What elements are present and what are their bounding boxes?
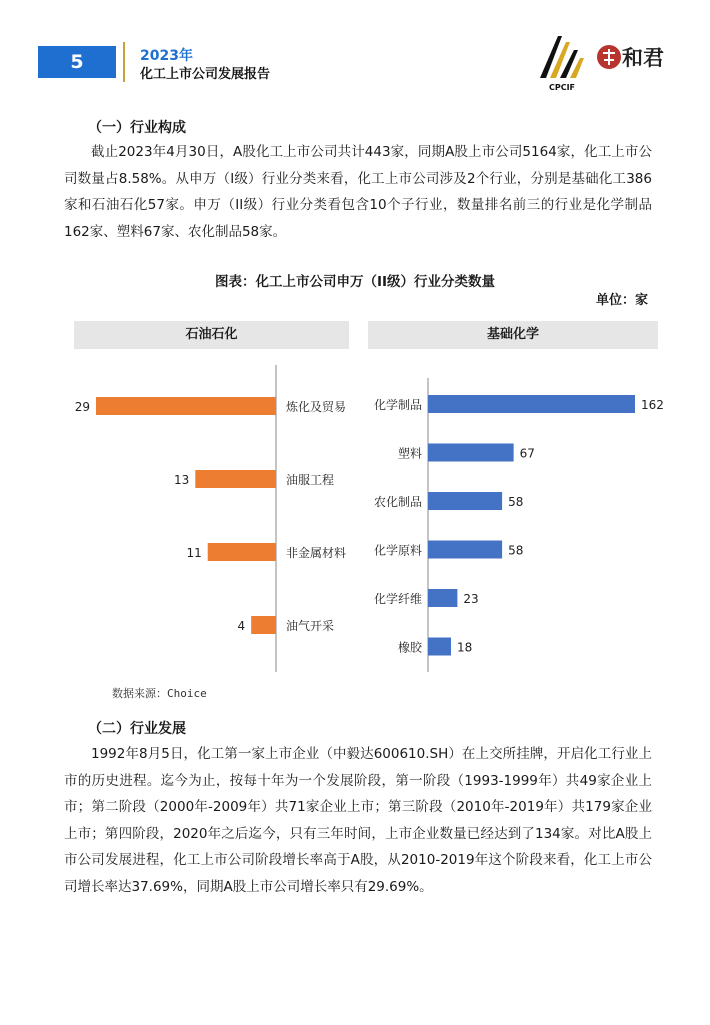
chart-unit: 单位：家 xyxy=(596,293,649,308)
petrochem-category-label: 油气开采 xyxy=(286,619,335,633)
basic-chem-bar xyxy=(428,541,502,559)
petrochem-value-label: 4 xyxy=(237,619,246,633)
basic-chem-category-label: 化学制品 xyxy=(373,398,422,412)
hejun-logo-text: 和君 xyxy=(622,45,664,70)
petrochem-category-label: 炼化及贸易 xyxy=(286,400,347,414)
basic-chem-value-label: 23 xyxy=(463,592,479,606)
report-title: 化工上市公司发展报告 xyxy=(140,67,271,82)
basic-chem-category-label: 化学纤维 xyxy=(373,592,422,606)
cpcif-logo-text: CPCIF xyxy=(548,83,576,92)
basic-chem-category-label: 塑料 xyxy=(397,446,422,461)
industry-development-paragraph: 1992年8月5日，化工第一家上市企业（中毅达600610.SH）在上交所挂牌，开启化工行业上市的历史进程。迄今为止，按每十年为一个发展阶段，第一阶段（1993-1999年）共49家企业上市；第二阶段（2000年-2009年）共71家企业上市；第三阶段（2010年-2019年）共179家企业上市；第四阶段，2020年之后迄今，只有三年时间，上市企业数量已经达到了134家。对比A股上市公司发展进程，化工上市公司阶段增长率高于A股，从2010-2019年这个阶段来看，化工上市公司增长率达37.69%，同期A股上市公司增长率只有29.69%。 xyxy=(64,746,652,895)
basic-chem-value-label: 58 xyxy=(508,543,524,558)
page-number: 5 xyxy=(38,46,116,78)
industry-bar-chart xyxy=(0,360,710,680)
petrochem-bar xyxy=(208,543,276,561)
basic-chem-category-label: 化学原料 xyxy=(373,543,422,558)
basic-chem-category-label: 农化制品 xyxy=(373,495,422,509)
basic-chem-value-label: 18 xyxy=(457,640,473,655)
basic-chem-bar xyxy=(428,638,451,656)
petrochem-bar xyxy=(195,470,276,488)
petrochem-bar xyxy=(96,397,276,415)
basic-chem-value-label: 58 xyxy=(508,495,524,509)
group-header-basic-chem: 基础化学 xyxy=(368,321,658,349)
cpcif-logo xyxy=(532,30,592,92)
petrochem-value-label: 29 xyxy=(74,400,90,414)
cpcif-logo-mark xyxy=(540,36,562,78)
petrochem-category-label: 非金属材料 xyxy=(286,546,347,560)
basic-chem-bar xyxy=(428,444,514,462)
chart-source: 数据来源：Choice xyxy=(112,687,207,700)
basic-chem-value-label: 67 xyxy=(519,446,535,461)
petrochem-bar xyxy=(251,616,276,634)
header-divider xyxy=(123,42,125,82)
industry-composition-paragraph: 截止2023年4月30日，A股化工上市公司共计443家，同期A股上市公司5164家，化工上市公司数量占8.58%。从申万（I级）行业分类来看，化工上市公司涉及2个行业，分别是基础化工386家和石油石化57家。申万（II级）行业分类看包含10个子行业，数量排名前三的行业是化学制品162家、塑料67家、农化制品58家。 xyxy=(64,144,652,240)
section-heading-industry-composition: （一）行业构成 xyxy=(88,120,186,136)
basic-chem-category-label: 橡胶 xyxy=(397,640,422,655)
section-heading-industry-development: （二）行业发展 xyxy=(88,721,186,737)
group-header-petrochem: 石油石化 xyxy=(74,321,349,349)
basic-chem-bar xyxy=(428,395,635,413)
petrochem-category-label: 油服工程 xyxy=(286,473,335,487)
report-year: 2023年 xyxy=(140,48,193,64)
basic-chem-value-label: 162 xyxy=(641,398,664,412)
petrochem-value-label: 13 xyxy=(174,473,190,487)
chart-title: 图表：化工上市公司申万（II级）行业分类数量 xyxy=(214,274,496,290)
basic-chem-bar xyxy=(428,492,502,510)
petrochem-value-label: 11 xyxy=(186,546,202,560)
basic-chem-bar xyxy=(428,589,457,607)
